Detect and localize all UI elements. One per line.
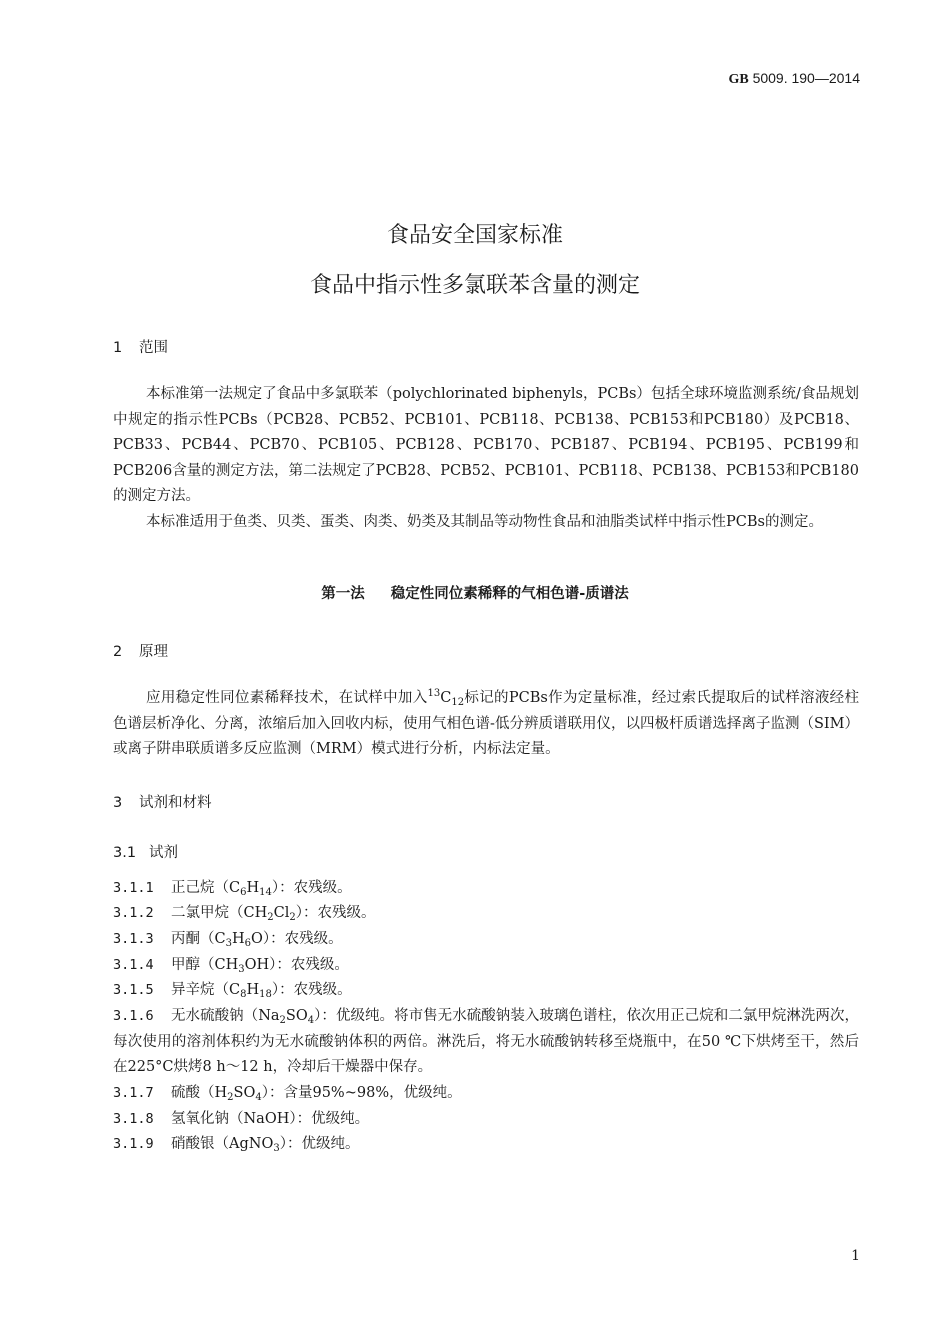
reagent-item <box>113 876 859 902</box>
reagent-item <box>113 901 859 927</box>
principle-text-b: 标记的PCBs作为定量标准，经过索氏提取后的试样溶液经柱色谱层析净化、分离，浓缩后加入回收内标，使用气相色谱-低分辨质谱联用仪，以四极杆质谱选择离子监测（SIM）或离子阱串联质谱多反应监测（MRM）模式进行分析，内标法定量。 <box>113 690 859 758</box>
reagent-item <box>113 953 859 979</box>
subscript: 18 <box>259 989 272 1000</box>
item-number: 3.1.9 <box>113 1136 154 1152</box>
item-number: 3.1.2 <box>113 905 154 921</box>
reagent-item <box>113 927 859 953</box>
subscript: 2 <box>267 912 274 923</box>
standard-number-header <box>728 70 860 88</box>
reagent-text: 硫酸（H <box>171 1085 228 1101</box>
scope-paragraph-2: 本标准适用于鱼类、贝类、蛋类、肉类、奶类及其制品等动物性食品和油脂类试样中指示性PCBs的测定。 <box>146 514 823 530</box>
reagent-text: H <box>246 880 260 896</box>
reagent-text: ）：农残级。 <box>271 982 352 998</box>
section-title: 范围 <box>139 340 168 356</box>
std-number: 5009. 190—2014 <box>752 70 860 86</box>
subscript: 8 <box>240 989 247 1000</box>
reagent-text: 正己烷（C <box>171 880 241 896</box>
isotope-count: 12 <box>451 697 465 708</box>
reagent-text: H <box>246 982 260 998</box>
reagent-item <box>113 1132 859 1158</box>
subscript: 6 <box>240 887 247 898</box>
reagent-text: ）：农残级。 <box>271 880 352 896</box>
reagent-text: SO <box>285 1008 308 1024</box>
section-2-heading <box>113 640 168 661</box>
item-number: 3.1.7 <box>113 1085 154 1101</box>
section-1-heading <box>113 336 168 357</box>
reagent-item <box>113 1004 859 1081</box>
method-label: 第一法 <box>321 586 365 602</box>
subscript: 6 <box>244 938 252 949</box>
reagent-text: 甲醇（CH <box>171 957 239 973</box>
section-title: 试剂 <box>149 845 178 861</box>
section-title: 试剂和材料 <box>139 795 212 811</box>
subscript: 4 <box>307 1015 315 1026</box>
section-number: 3 <box>113 795 123 811</box>
subscript: 2 <box>227 1092 234 1103</box>
principle-text-a: 应用稳定性同位素稀释技术，在试样中加入 <box>146 690 428 706</box>
reagent-text: OH）：农残级。 <box>244 957 349 973</box>
item-number: 3.1.5 <box>113 982 154 998</box>
page-number: 1 <box>851 1248 860 1264</box>
section-number: 3.1 <box>113 845 137 861</box>
subscript: 3 <box>225 938 232 949</box>
reagent-text: 异辛烷（C <box>171 982 241 998</box>
section-3-1-heading <box>113 841 178 862</box>
section-number: 2 <box>113 644 123 660</box>
isotope-element: C <box>440 690 452 706</box>
reagent-text: 氢氧化钠（NaOH）：优级纯。 <box>171 1111 370 1127</box>
method-1-heading <box>0 582 950 603</box>
section-title: 原理 <box>139 644 168 660</box>
document-subtitle: 食品中指示性多氯联苯含量的测定 <box>309 273 640 298</box>
reagent-text: 硝酸银（AgNO <box>171 1136 274 1152</box>
reagent-text: SO <box>233 1085 256 1101</box>
item-number: 3.1.1 <box>113 880 154 896</box>
item-number: 3.1.6 <box>113 1008 154 1024</box>
reagent-text: ）：农残级。 <box>295 905 376 921</box>
reagent-text: ）：优级纯。 <box>279 1136 360 1152</box>
subscript: 4 <box>255 1092 262 1103</box>
section-3-heading <box>113 791 212 812</box>
subscript: 3 <box>273 1143 280 1154</box>
document-title: 食品安全国家标准 <box>386 223 563 248</box>
scope-paragraph-1: 本标准第一法规定了食品中多氯联苯（polychlorinated biphenyls，PCBs）包括全球环境监测系统/食品规划中规定的指示性PCBs（PCB28、PCB52、PCB101、PCB118、PCB138、PCB153和PCB180）及PCB18、PCB33、PCB44、PCB70、PCB105、PCB128、PCB170、PCB187、PCB194、PCB195、PCB199和PCB206含量的测定方法，第二法规定了PCB28、PCB52、PCB101、PCB118、PCB138、PCB153和PCB180的测定方法。 <box>113 386 859 505</box>
reagent-text: 二氯甲烷（CH <box>171 905 268 921</box>
reagent-item <box>113 1107 859 1133</box>
reagent-item <box>113 1081 859 1107</box>
item-number: 3.1.4 <box>113 957 154 973</box>
subscript: 2 <box>289 912 296 923</box>
isotope-mass: 13 <box>427 688 441 699</box>
reagent-text: 丙酮（C <box>171 931 226 947</box>
std-prefix: GB <box>728 72 749 87</box>
reagent-text: ）：含量95%~98%，优级纯。 <box>261 1085 462 1101</box>
item-number: 3.1.3 <box>113 931 154 947</box>
subscript: 14 <box>259 887 272 898</box>
reagent-text: O）：农残级。 <box>251 931 343 947</box>
reagent-item <box>113 978 859 1004</box>
reagent-text: 无水硫酸钠（Na <box>171 1008 280 1024</box>
subscript: 2 <box>279 1015 286 1026</box>
principle-paragraph <box>113 686 859 763</box>
item-number: 3.1.8 <box>113 1111 154 1127</box>
reagent-text: Cl <box>273 905 290 921</box>
subscript: 3 <box>238 964 245 975</box>
reagent-text: ）：优级纯。将市售无水硫酸钠装入玻璃色谱柱，依次用正己烷和二氯甲烷淋洗两次，每次使用的溶剂体积约为无水硫酸钠体积的两倍。淋洗后，将无水硫酸钠转移至烧瓶中，在50 ℃下烘烤至干，然后在225°C烘烤8 h～12 h，冷却后干燥器中保存。 <box>113 1008 859 1076</box>
section-number: 1 <box>113 340 123 356</box>
method-name: 稳定性同位素稀释的气相色谱-质谱法 <box>390 586 629 602</box>
reagent-text: H <box>231 931 245 947</box>
